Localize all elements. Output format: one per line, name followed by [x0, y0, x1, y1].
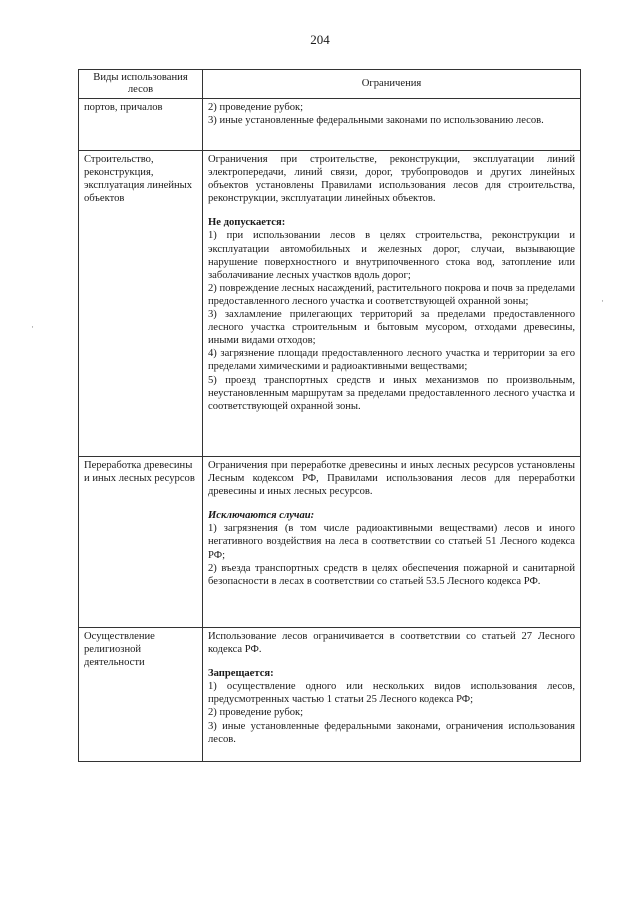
restriction-paragraph: 1) осуществление одного или нескольких видов использования лесов, предусмотренных частью 1 статьи 25 Лесного кодекса РФ; — [208, 681, 575, 706]
usage-type-cell: портов, причалов — [79, 99, 203, 151]
restriction-paragraph: Ограничения при строительстве, реконструкции, эксплуатации линий электропередачи, линий связи, дорог, трубопроводов и других линейных объектов установлены Правилами использования лесов для строительства, реконструкции, эксплуатации линейных объектов. — [208, 154, 575, 205]
restriction-heading: Исключаются случаи: — [208, 510, 315, 522]
restriction-paragraph: 3) иные установленные федеральными законами по использованию лесов. — [208, 115, 544, 127]
restriction-paragraph: 3) захламление прилегающих территорий за пределами предоставленного лесного участка строительным и бытовым мусором, отходами древесины, иными видами отходов; — [208, 309, 575, 347]
scan-mark: · — [601, 296, 604, 306]
restriction-paragraph: 2) въезда транспортных средств в целях обеспечения пожарной и санитарной безопасности в лесах в соответствии со статьей 53.5 Лесного кодекса РФ. — [208, 562, 575, 587]
page-number: 204 — [310, 32, 330, 47]
restriction-paragraph: 5) проезд транспортных средств и иных механизмов по произвольным, неустановленным маршрутам за пределами предоставленного лесного участка и соответствующей охранной зоны. — [208, 374, 575, 412]
usage-type-cell: Переработка древесины и иных лесных ресурсов — [79, 457, 203, 628]
header-usage-types: Виды использования лесов — [79, 70, 203, 99]
restriction-heading: Запрещается: — [208, 668, 274, 680]
restrictions-table — [78, 69, 581, 762]
table-row — [79, 457, 581, 628]
restriction-paragraph: 3) иные установленные федеральными законами, ограничения использования лесов. — [208, 720, 575, 745]
restriction-paragraph: 1) загрязнения (в том числе радиоактивными веществами) лесов и иного негативного воздействия на леса в соответствии со статьей 51 Лесного кодекса РФ; — [208, 523, 575, 561]
table-row — [79, 628, 581, 762]
table-header-row — [79, 70, 581, 99]
header-restrictions: Ограничения — [203, 70, 581, 99]
restriction-paragraph: Ограничения при переработке древесины и иных лесных ресурсов установлены Лесным кодексом РФ, Правилами использования лесов для переработки древесины и иных лесных ресурсов. — [208, 460, 575, 498]
restriction-paragraph: 1) при использовании лесов в целях строительства, реконструкции и эксплуатации автомобильных и железных дорог, случаи, вызывающие нарушение поверхностного и внутрипочвенного стока вод, затопление или заболачивание лесных участков вдоль дорог; — [208, 230, 575, 281]
table-row — [79, 151, 581, 457]
restrictions-cell — [203, 99, 581, 151]
restriction-paragraph: 2) проведение рубок; — [208, 707, 304, 719]
usage-type-cell: Осуществление религиозной деятельности — [79, 628, 203, 762]
usage-type-cell: Строительство, реконструкция, эксплуатация линейных объектов — [79, 151, 203, 457]
restriction-paragraph: 2) проведение рубок; — [208, 102, 304, 113]
restriction-heading: Не допускается: — [208, 217, 286, 229]
restriction-paragraph: 2) повреждение лесных насаждений, растительного покрова и почв за пределами предоставленного лесного участка и соответствующей охранной зоны; — [208, 282, 575, 307]
restriction-paragraph: 4) загрязнение площади предоставленного лесного участка и территории за его пределами химическими и радиоактивными веществами; — [208, 348, 575, 373]
restrictions-cell — [203, 457, 581, 628]
table-row — [79, 99, 581, 151]
restrictions-cell — [203, 628, 581, 762]
scan-mark: · — [31, 322, 34, 332]
restriction-paragraph: Использование лесов ограничивается в соответствии со статьей 27 Лесного кодекса РФ. — [208, 631, 575, 656]
restrictions-cell — [203, 151, 581, 457]
